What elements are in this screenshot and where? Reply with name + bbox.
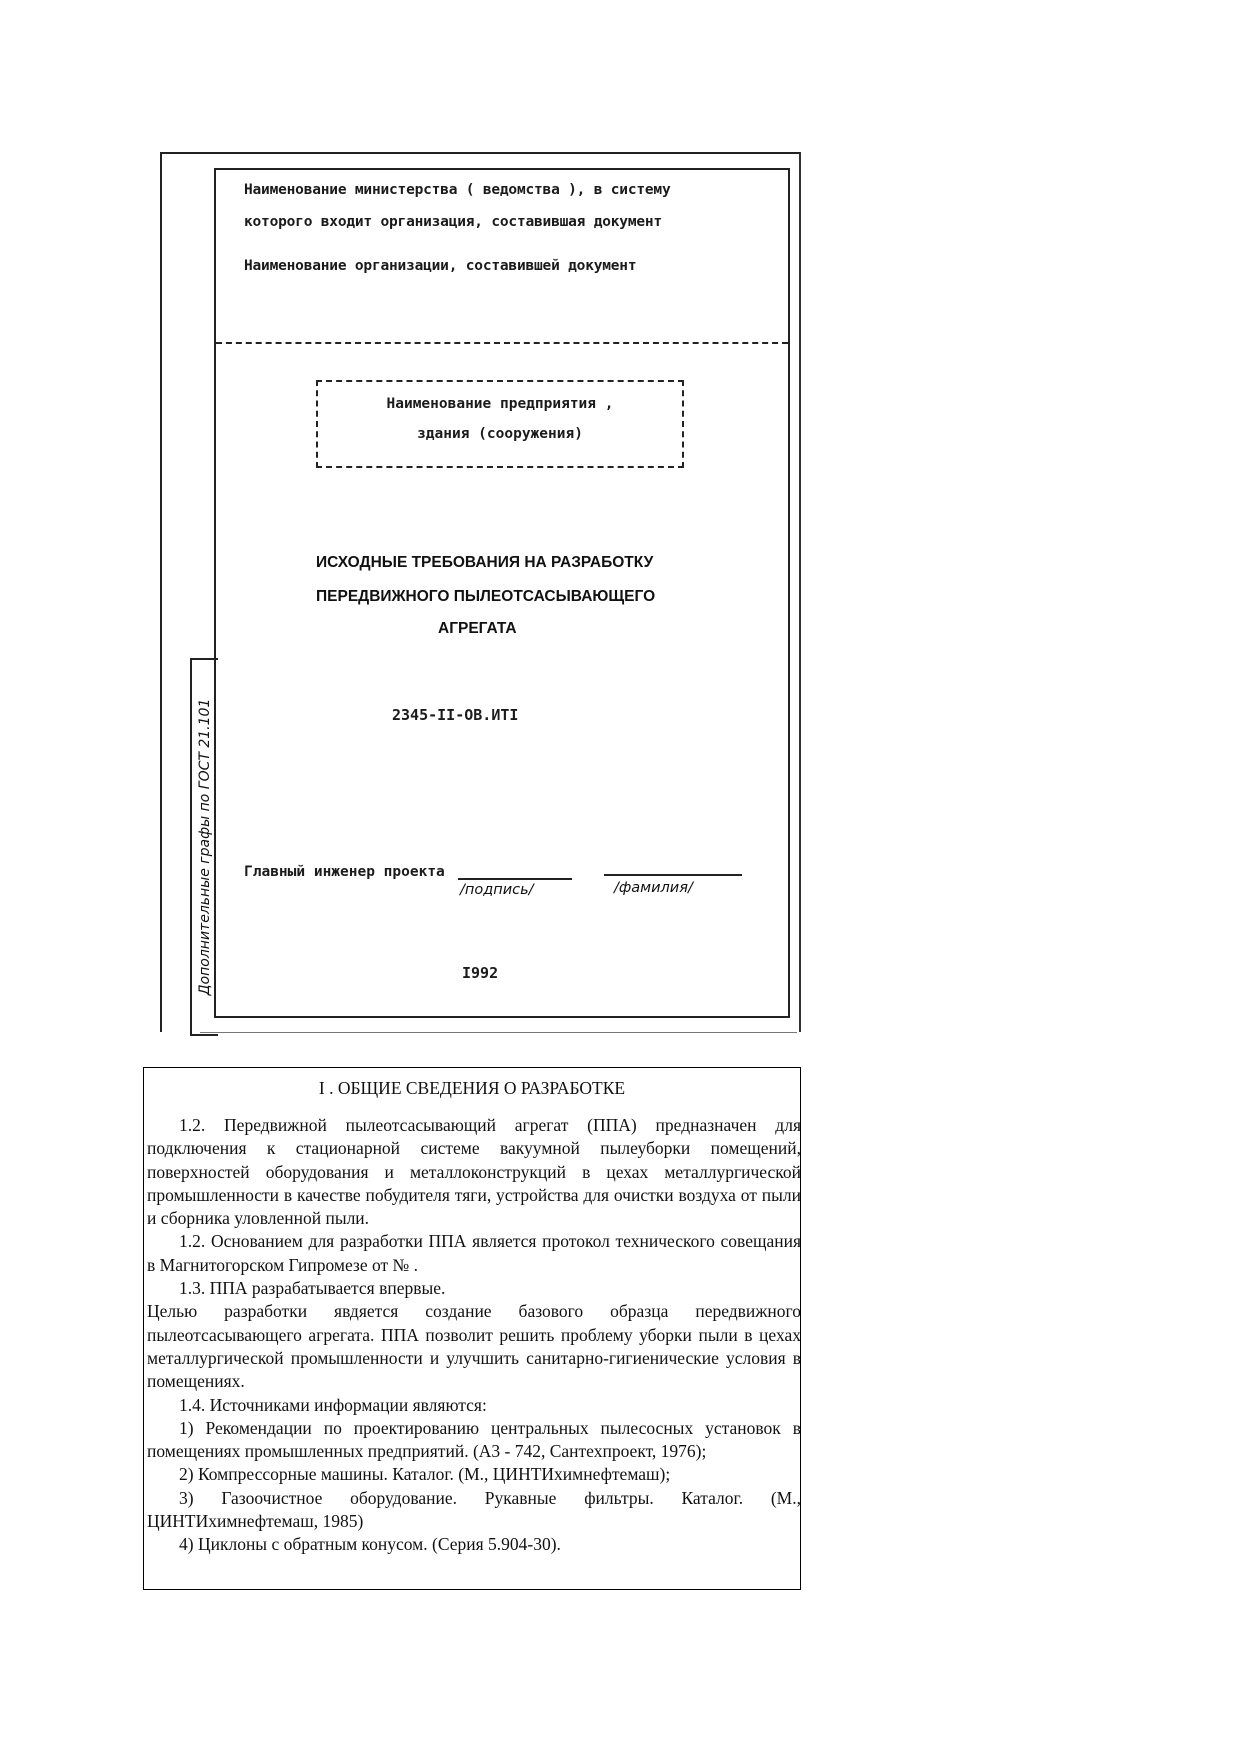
doc-title-line-2: ПЕРЕДВИЖНОГО ПЫЛЕОТСАСЫВАЮЩЕГО: [316, 588, 656, 605]
year: I992: [462, 964, 499, 982]
enterprise-name-line-2: здания (сооружения): [417, 426, 583, 442]
section-body: [147, 1114, 801, 1557]
scanned-title-page: [160, 152, 800, 1036]
general-info-box: [143, 1067, 801, 1590]
doc-title-line-3: АГРЕГАТА: [438, 620, 517, 637]
organization-line: Наименование организации, составившей документ: [244, 258, 637, 274]
source-item-1: 1) Рекомендации по проектированию центральных пылесосных установок в помещениях промышленных предприятий. (А3 - 742, Сантехпроект, 1976);: [147, 1417, 801, 1462]
surname-line: [604, 874, 742, 876]
source-item-3: 3) Газоочистное оборудование. Рукавные фильтры. Каталог. (М., ЦИНТИхимнефтемаш, 1985): [147, 1487, 801, 1532]
inner-frame: [214, 168, 790, 1018]
enterprise-name-line-1: Наименование предприятия ,: [386, 396, 614, 412]
paragraph-basis: 1.2. Основанием для разработки ППА является протокол технического совещания в Магнитогорском Гипромезе от № .: [147, 1231, 801, 1275]
document-code: 2345-II-ОВ.ИТI: [392, 706, 519, 724]
surname-caption: /фамилия/: [614, 880, 693, 896]
source-item-4: 4) Циклоны с обратным конусом. (Серия 5.904-30).: [179, 1534, 561, 1555]
signature-line: [458, 878, 572, 880]
ministry-line-2: которого входит организация, составившая документ: [244, 214, 662, 230]
doc-title-line-1: ИСХОДНЫЕ ТРЕБОВАНИЯ НА РАЗРАБОТКУ: [316, 554, 654, 571]
paragraph-sources-intro: 1.4. Источниками информации являются:: [179, 1394, 487, 1415]
dashed-separator: [216, 342, 788, 344]
outer-frame-bottom-edge: [200, 1032, 797, 1033]
side-stamp-text: Дополнительные графы по ГОСТ 21.101: [197, 698, 213, 996]
ministry-line-1: Наименование министерства ( ведомства ), в систему: [244, 182, 671, 198]
source-item-2: 2) Компрессорные машины. Каталог. (М., ЦИНТИхимнефтемаш);: [179, 1464, 671, 1485]
enterprise-name-box: [316, 380, 684, 468]
paragraph-goal: Целью разработки явдяется создание базового образца передвижного пылеотсасывающего агрегата. ППА позволит решить проблему уборки пыли в цехах металлургической промышленности и улучшить санитарно-гигиенические условия в помещениях.: [147, 1301, 801, 1392]
section-heading: I . ОБЩИЕ СВЕДЕНИЯ О РАЗРАБОТКЕ: [318, 1078, 626, 1098]
signature-caption: /подпись/: [460, 882, 534, 898]
paragraph-purpose: 1.2. Передвижной пылеотсасывающий агрегат (ППА) предназначен для подключения к стационарной системе вакуумной пылеуборки помещений, поверхностей оборудования и металлоконструкций в цехах металлургической промышленности в качестве побудителя тяги, устройства для очистки воздуха от пыли и сборника уловленной пыли.: [147, 1115, 801, 1229]
chief-engineer-label: Главный инженер проекта: [244, 864, 445, 880]
paragraph-first-time: 1.3. ППА разрабатывается впервые.: [179, 1278, 446, 1299]
